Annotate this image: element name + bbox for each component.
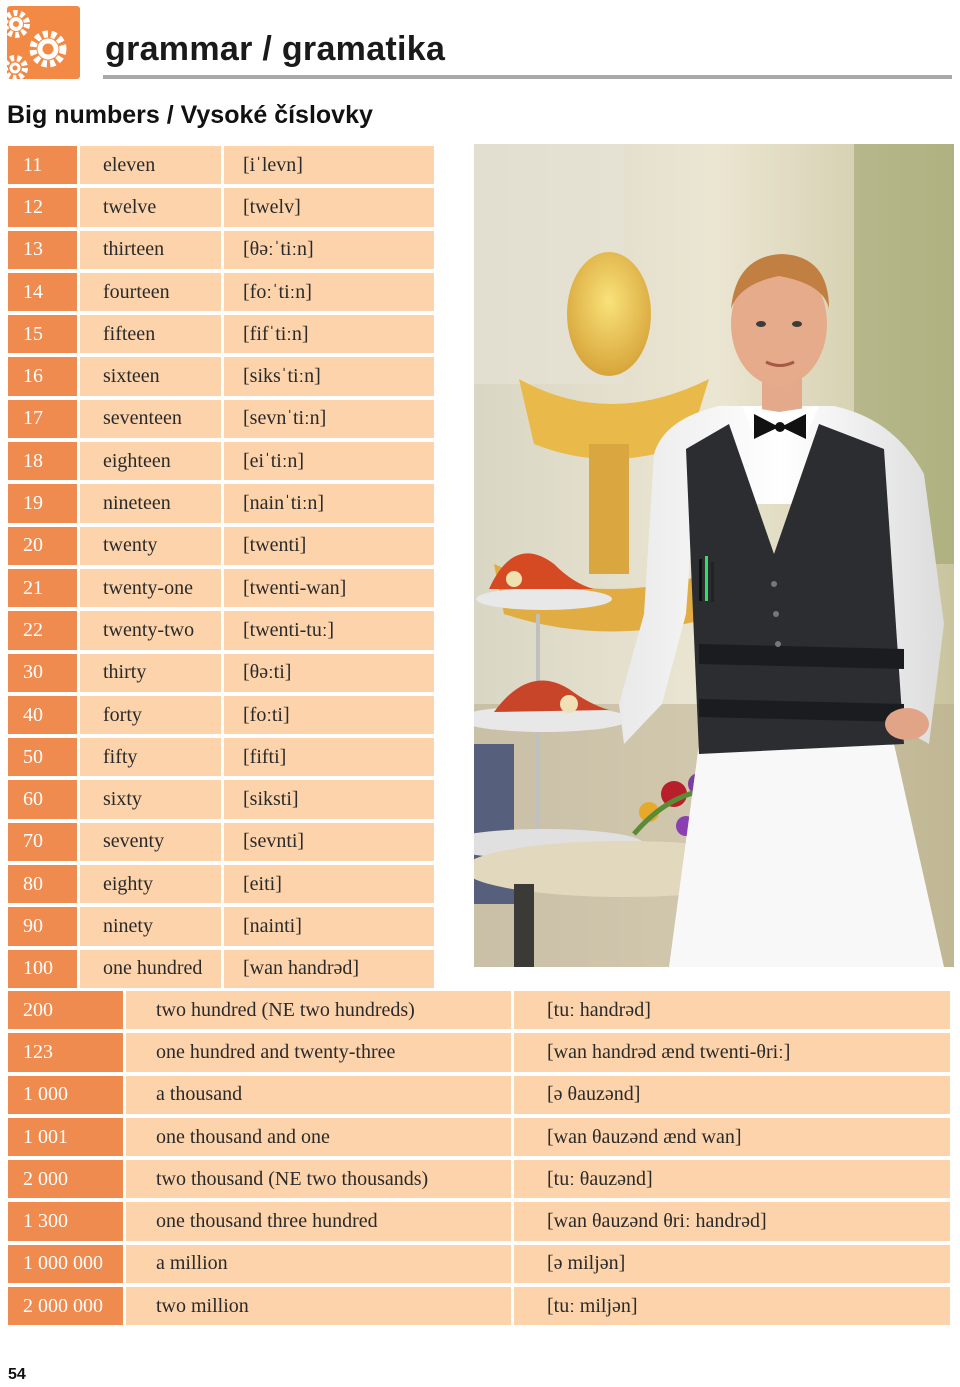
table-row bbox=[8, 611, 434, 649]
number-cell: 20 bbox=[8, 527, 77, 565]
word-cell: two million bbox=[126, 1287, 511, 1325]
word-cell: two thousand (NE two thousands) bbox=[126, 1160, 511, 1198]
table-row bbox=[8, 1033, 950, 1071]
section-title: Big numbers / Vysoké číslovky bbox=[7, 101, 373, 129]
table-row bbox=[8, 569, 434, 607]
table-row bbox=[8, 442, 434, 480]
word-cell: ninety bbox=[80, 907, 221, 945]
word-cell: twenty-two bbox=[80, 611, 221, 649]
pronunciation-cell: [sevnˈtiːn] bbox=[224, 400, 434, 438]
word-cell: forty bbox=[80, 696, 221, 734]
word-cell: twenty bbox=[80, 527, 221, 565]
number-cell: 11 bbox=[8, 146, 77, 184]
word-cell: one hundred and twenty-three bbox=[126, 1033, 511, 1071]
pronunciation-cell: [siksti] bbox=[224, 780, 434, 818]
word-cell: sixty bbox=[80, 780, 221, 818]
waiter-photo bbox=[474, 144, 954, 967]
pronunciation-cell: [twenti] bbox=[224, 527, 434, 565]
number-cell: 12 bbox=[8, 188, 77, 226]
pronunciation-cell: [tuː miljən] bbox=[514, 1287, 950, 1325]
pronunciation-cell: [ə miljən] bbox=[514, 1245, 950, 1283]
number-cell: 80 bbox=[8, 865, 77, 903]
gears-icon bbox=[7, 6, 80, 79]
number-cell: 14 bbox=[8, 273, 77, 311]
pronunciation-cell: [wan θauzənd θriː handrəd] bbox=[514, 1202, 950, 1240]
table-row bbox=[8, 738, 434, 776]
number-cell: 70 bbox=[8, 823, 77, 861]
word-cell: sixteen bbox=[80, 357, 221, 395]
pronunciation-cell: [tuː handrəd] bbox=[514, 991, 950, 1029]
pronunciation-cell: [θəːti] bbox=[224, 654, 434, 692]
number-cell: 200 bbox=[8, 991, 123, 1029]
header-divider bbox=[103, 75, 952, 79]
number-cell: 17 bbox=[8, 400, 77, 438]
number-cell: 1 001 bbox=[8, 1118, 123, 1156]
table-row bbox=[8, 315, 434, 353]
table-row bbox=[8, 188, 434, 226]
table-row bbox=[8, 400, 434, 438]
number-cell: 21 bbox=[8, 569, 77, 607]
table-row bbox=[8, 273, 434, 311]
word-cell: eighteen bbox=[80, 442, 221, 480]
table-row bbox=[8, 231, 434, 269]
table-row bbox=[8, 484, 434, 522]
pronunciation-cell: [iˈlevn] bbox=[224, 146, 434, 184]
page-number: 54 bbox=[8, 1366, 26, 1383]
table-row bbox=[8, 1160, 950, 1198]
number-cell: 40 bbox=[8, 696, 77, 734]
table-row bbox=[8, 1202, 950, 1240]
table-row bbox=[8, 146, 434, 184]
pronunciation-cell: [wan handrəd] bbox=[224, 950, 434, 988]
table-row bbox=[8, 907, 434, 945]
number-cell: 90 bbox=[8, 907, 77, 945]
word-cell: twelve bbox=[80, 188, 221, 226]
pronunciation-cell: [foːˈtiːn] bbox=[224, 273, 434, 311]
table-row bbox=[8, 357, 434, 395]
number-cell: 30 bbox=[8, 654, 77, 692]
word-cell: thirty bbox=[80, 654, 221, 692]
word-cell: thirteen bbox=[80, 231, 221, 269]
table-row bbox=[8, 780, 434, 818]
word-cell: eleven bbox=[80, 146, 221, 184]
word-cell: one hundred bbox=[80, 950, 221, 988]
number-cell: 2 000 000 bbox=[8, 1287, 123, 1325]
table-row bbox=[8, 654, 434, 692]
number-cell: 60 bbox=[8, 780, 77, 818]
number-cell: 123 bbox=[8, 1033, 123, 1071]
number-cell: 1 300 bbox=[8, 1202, 123, 1240]
pronunciation-cell: [twenti-tuː] bbox=[224, 611, 434, 649]
word-cell: one thousand and one bbox=[126, 1118, 511, 1156]
table-row bbox=[8, 950, 434, 988]
pronunciation-cell: [wan θauzənd ænd wan] bbox=[514, 1118, 950, 1156]
pronunciation-cell: [θəːˈtiːn] bbox=[224, 231, 434, 269]
pronunciation-cell: [fifti] bbox=[224, 738, 434, 776]
page-title: grammar / gramatika bbox=[105, 30, 446, 68]
number-cell: 19 bbox=[8, 484, 77, 522]
pronunciation-cell: [eiti] bbox=[224, 865, 434, 903]
table-row bbox=[8, 865, 434, 903]
number-cell: 22 bbox=[8, 611, 77, 649]
word-cell: nineteen bbox=[80, 484, 221, 522]
pronunciation-cell: [tuː θauzənd] bbox=[514, 1160, 950, 1198]
table-row bbox=[8, 823, 434, 861]
number-cell: 18 bbox=[8, 442, 77, 480]
word-cell: fifteen bbox=[80, 315, 221, 353]
word-cell: seventeen bbox=[80, 400, 221, 438]
word-cell: one thousand three hundred bbox=[126, 1202, 511, 1240]
pronunciation-cell: [twelv] bbox=[224, 188, 434, 226]
word-cell: eighty bbox=[80, 865, 221, 903]
word-cell: fifty bbox=[80, 738, 221, 776]
number-cell: 50 bbox=[8, 738, 77, 776]
table-row bbox=[8, 696, 434, 734]
table-row bbox=[8, 1245, 950, 1283]
pronunciation-cell: [nainti] bbox=[224, 907, 434, 945]
pronunciation-cell: [fifˈtiːn] bbox=[224, 315, 434, 353]
pronunciation-cell: [wan handrəd ænd twenti-θriː] bbox=[514, 1033, 950, 1071]
table-row bbox=[8, 1287, 950, 1325]
word-cell: a thousand bbox=[126, 1076, 511, 1114]
table-row bbox=[8, 991, 950, 1029]
numbers-table-large bbox=[8, 991, 950, 1329]
number-cell: 2 000 bbox=[8, 1160, 123, 1198]
pronunciation-cell: [foːti] bbox=[224, 696, 434, 734]
number-cell: 16 bbox=[8, 357, 77, 395]
number-cell: 100 bbox=[8, 950, 77, 988]
table-row bbox=[8, 527, 434, 565]
word-cell: seventy bbox=[80, 823, 221, 861]
pronunciation-cell: [sevnti] bbox=[224, 823, 434, 861]
word-cell: twenty-one bbox=[80, 569, 221, 607]
word-cell: fourteen bbox=[80, 273, 221, 311]
pronunciation-cell: [siksˈtiːn] bbox=[224, 357, 434, 395]
table-row bbox=[8, 1118, 950, 1156]
number-cell: 1 000 bbox=[8, 1076, 123, 1114]
pronunciation-cell: [twenti-wan] bbox=[224, 569, 434, 607]
word-cell: a million bbox=[126, 1245, 511, 1283]
numbers-table-small bbox=[8, 146, 434, 992]
number-cell: 13 bbox=[8, 231, 77, 269]
pronunciation-cell: [eiˈtiːn] bbox=[224, 442, 434, 480]
number-cell: 15 bbox=[8, 315, 77, 353]
number-cell: 1 000 000 bbox=[8, 1245, 123, 1283]
word-cell: two hundred (NE two hundreds) bbox=[126, 991, 511, 1029]
table-row bbox=[8, 1076, 950, 1114]
pronunciation-cell: [ə θauzənd] bbox=[514, 1076, 950, 1114]
pronunciation-cell: [nainˈtiːn] bbox=[224, 484, 434, 522]
